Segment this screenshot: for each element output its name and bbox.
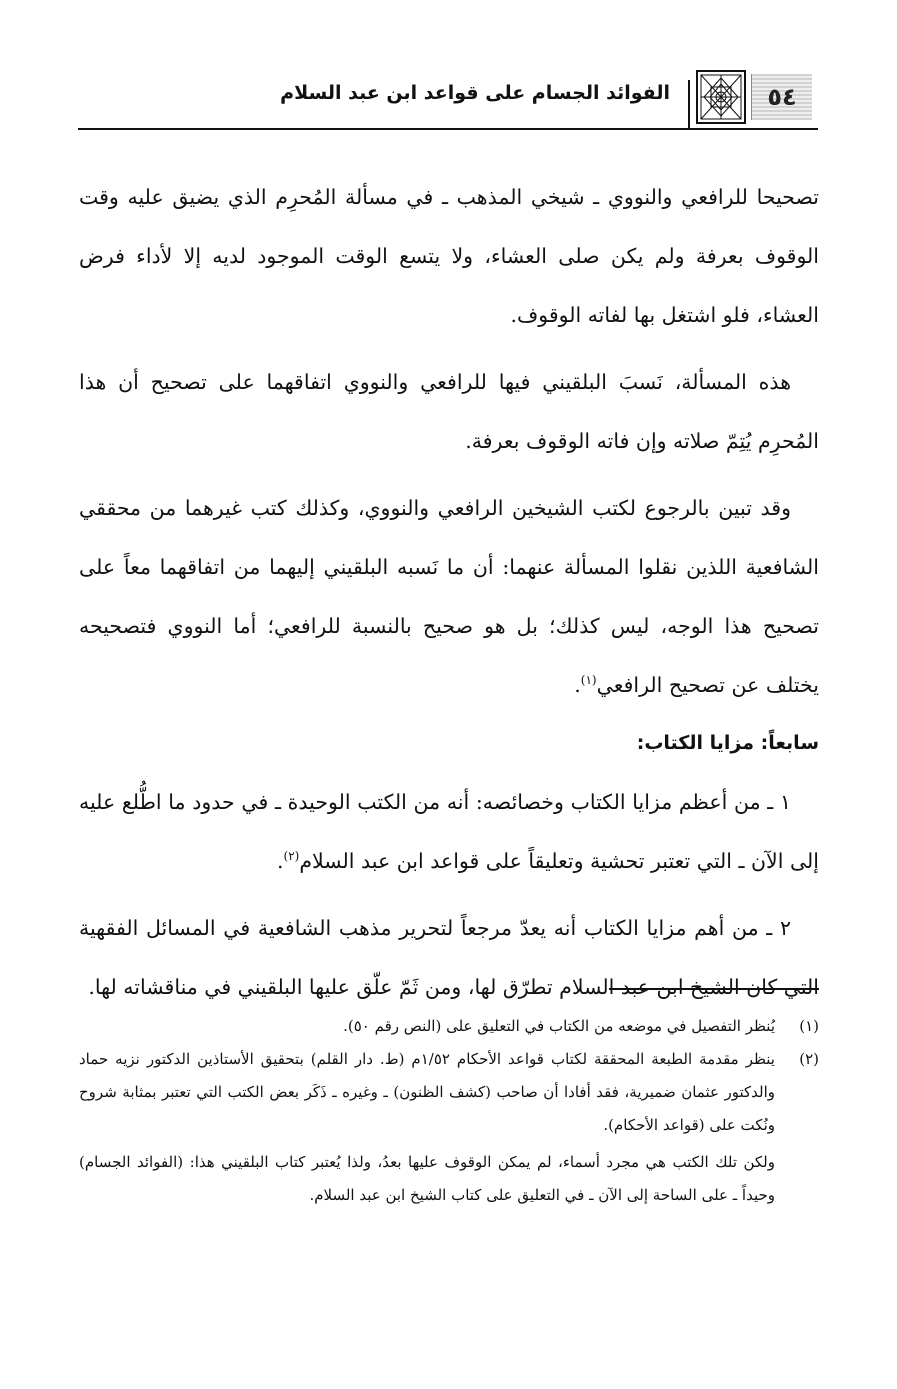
paragraph-4-end: . bbox=[276, 849, 284, 873]
paragraph-4-text: ١ ـ من أعظم مزايا الكتاب وخصائصه: أنه من الكتب الوحيدة ـ في حدود ما اطُّلع عليه إلى الآن ـ التي تعتبر تحشية وتعليقاً على قواعد ابن عبد السلام bbox=[79, 790, 819, 873]
running-header bbox=[78, 68, 818, 130]
footnote-ref-1: (١) bbox=[580, 673, 597, 688]
footnote-separator bbox=[609, 988, 819, 990]
paragraph-3-text: وقد تبين بالرجوع لكتب الشيخين الرافعي والنووي، وكذلك كتب غيرهما من محققي الشافعية اللذين نقلوا المسألة عنهما: أن ما نَسبه البلقيني إليهما من اتفاقهما معاً على تصحيح هذا الوجه، ليس كذلك؛ بل هو صحيح بالنسبة للرافعي؛ أما النووي فتصحيحه يختلف عن تصحيح الرافعي bbox=[79, 496, 819, 697]
page-number-box bbox=[751, 74, 812, 120]
header-rule bbox=[78, 128, 818, 130]
page-number: ٥٤ bbox=[767, 83, 797, 111]
footnote-2-text: ينظر مقدمة الطبعة المحققة لكتاب قواعد الأحكام ١/٥٢م (ط. دار القلم) بتحقيق الأستاذين الدكتور نزيه حماد والدكتور عثمان ضميرية، فقد أفادا أن صاحب (كشف الظنون) ـ وغيره ـ ذَكَر بعض الكتب التي تعتبر بمثابة شروح ونُكت على (قواعد الأحكام). bbox=[79, 1050, 775, 1134]
paragraph-5: ٢ ـ من أهم مزايا الكتاب أنه يعدّ مرجعاً لتحرير مذهب الشافعية في المسائل الفقهية التي كان الشيخ ابن عبد السلام تطرّق لها، ومن ثَمّ علّق عليها البلقيني في مناقشاته لها. bbox=[79, 916, 819, 999]
section-heading: سابعاً: مزايا الكتاب: bbox=[636, 732, 819, 754]
geometric-ornament-icon bbox=[696, 70, 746, 124]
header-divider bbox=[688, 80, 690, 128]
paragraph-4 bbox=[79, 773, 819, 891]
main-text bbox=[79, 168, 819, 1025]
footnote-ref-2: (٢) bbox=[283, 849, 300, 864]
paragraph-3-end: . bbox=[574, 673, 581, 697]
paragraph-3 bbox=[79, 479, 819, 715]
paragraph-1: تصحيحا للرافعي والنووي ـ شيخي المذهب ـ في مسألة المُحرِم الذي يضيق عليه وقت الوقوف بعرفة ولم يكن صلى العشاء، ولا يتسع الوقت الموجود لديه إلا لأداء فرض العشاء، فلو اشتغل بها لفاته الوقوف. bbox=[79, 185, 819, 327]
paragraph-2: هذه المسألة، نَسبَ البلقيني فيها للرافعي والنووي اتفاقهما على تصحيح أن هذا المُحرِم يُتِمّ صلاته وإن فاته الوقوف بعرفة. bbox=[79, 370, 819, 453]
running-title: الفوائد الجسام على قواعد ابن عبد السلام bbox=[280, 82, 670, 104]
footnote-1 bbox=[79, 1010, 819, 1043]
footnote-1-number: (١) bbox=[799, 1017, 819, 1035]
footnote-2 bbox=[79, 1043, 819, 1142]
footnotes bbox=[79, 1010, 819, 1212]
footnote-2-continuation: ولكن تلك الكتب هي مجرد أسماء، لم يمكن الوقوف عليها بعدُ، ولذا يُعتبر كتاب البلقيني هذا: (الفوائد الجسام) وحيداً ـ على الساحة إلى الآن ـ في التعليق على كتاب الشيخ ابن عبد السلام. bbox=[79, 1153, 775, 1204]
footnote-2-number: (٢) bbox=[799, 1050, 819, 1068]
footnote-1-text: يُنظر التفصيل في موضعه من الكتاب في التعليق على (النص رقم ٥٠). bbox=[343, 1017, 775, 1035]
